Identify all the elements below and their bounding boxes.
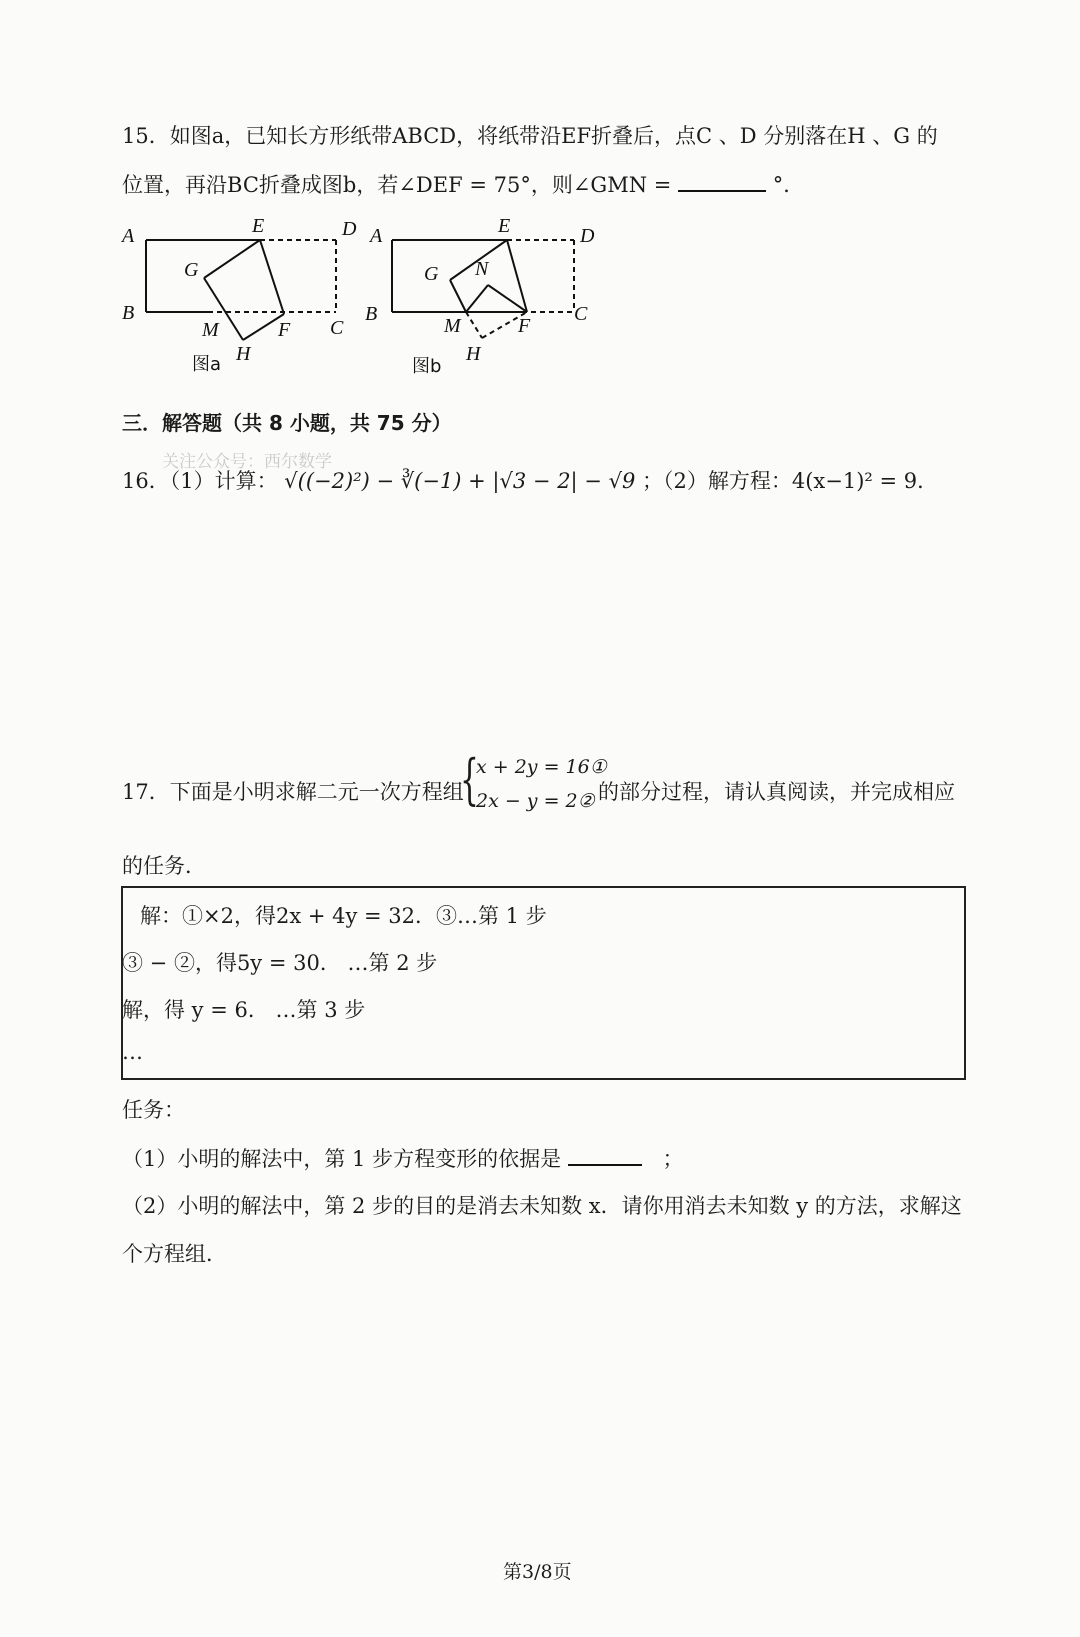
fig-a-label-F: F [278, 319, 291, 341]
fig-a-label-M: M [202, 319, 219, 341]
fig-a-label-G: G [184, 259, 199, 281]
fig-a-label-H: H [236, 343, 251, 365]
fig-a-label-B: B [122, 302, 135, 324]
task-1 [122, 1143, 683, 1173]
fig-b-label-C: C [574, 303, 588, 325]
watermark-text: 关注公众号：西尔数学 [162, 452, 332, 472]
q15-line2-before: 位置，再沿BC折叠成图b，若∠DEF = 75°，则∠GMN = [122, 173, 672, 197]
q17-line2: 的任务． [122, 854, 206, 878]
task-1-text: （1）小明的解法中，第 1 步方程变形的依据是 [122, 1147, 562, 1171]
task-label: 任务： [122, 1098, 185, 1122]
fig-b-label-H: H [466, 343, 481, 365]
fig-b-label-F: F [518, 315, 531, 337]
q16-expression: √((−2)²) − ∛(−1) + |√3 − 2| − √9 [284, 469, 636, 493]
task-2-line2: 个方程组． [122, 1242, 227, 1266]
figure-a [118, 210, 358, 380]
solution-step-2: ③ − ②，得5y = 30． …第 2 步 [122, 951, 438, 975]
fig-b-label-B: B [365, 303, 378, 325]
fig-b-label-A: A [370, 225, 383, 247]
fig-b-label-G: G [424, 263, 439, 285]
q17-intro-after: 的部分过程，请认真阅读，并完成相应 [598, 780, 955, 804]
fig-a-label-C: C [330, 317, 344, 339]
fig-a-label-D: D [342, 218, 357, 240]
q17-intro: 17．下面是小明求解二元一次方程组 [122, 780, 464, 804]
answer-blank-15[interactable] [678, 172, 766, 192]
answer-blank-17[interactable] [568, 1146, 642, 1166]
fig-b-label-D: D [580, 225, 595, 247]
q16-prefix: 16．（1）计算： [122, 469, 278, 493]
task-1-after: ； [662, 1147, 684, 1171]
page-number: 第3/8页 [503, 1561, 572, 1583]
solution-step-1: 解：①×2，得2x + 4y = 32．③…第 1 步 [140, 904, 547, 928]
q15-line1: 15．如图a，已知长方形纸带ABCD，将纸带沿EF折叠后，点C 、D 分别落在H 、G 的 [122, 124, 938, 148]
equation-1: x + 2y = 16① [476, 756, 607, 778]
q16-part2: ；（2）解方程：4(x−1)² = 9． [642, 469, 939, 493]
equation-2: 2x − y = 2② [476, 790, 595, 812]
q15-line2 [122, 169, 804, 199]
fig-b-label-N: N [475, 258, 489, 280]
q16-line [122, 465, 938, 495]
fig-b-label-E: E [498, 215, 511, 237]
equation-system [460, 748, 607, 822]
solution-ellipsis: … [122, 1040, 143, 1064]
fig-a-label-E: E [252, 215, 265, 237]
left-brace-icon: { [460, 748, 479, 811]
fig-b-label-M: M [444, 315, 461, 337]
section-title: 三．解答题（共 8 小题，共 75 分） [122, 411, 452, 435]
fig-a-label-A: A [122, 225, 135, 247]
task-2-line1: （2）小明的解法中，第 2 步的目的是消去未知数 x．请你用消去未知数 y 的方法，求解这 [122, 1194, 962, 1218]
q15-line2-after: °． [772, 173, 805, 197]
fig-a-caption: 图a [192, 354, 222, 375]
fig-b-caption: 图b [412, 356, 442, 377]
figure-b [362, 210, 602, 380]
solution-step-3: 解，得 y = 6． …第 3 步 [122, 998, 366, 1022]
